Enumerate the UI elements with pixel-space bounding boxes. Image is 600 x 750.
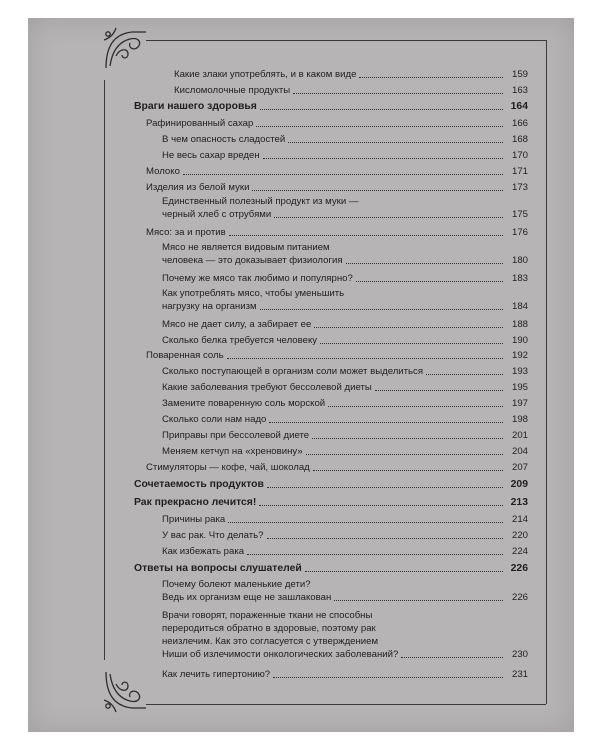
toc-entry[interactable]: Сколько соли нам надо 198 xyxy=(162,414,528,425)
toc-entry[interactable]: Меняем кетчуп на «хреновину» 204 xyxy=(162,446,528,457)
toc-entry[interactable]: Сколько белка требуется человеку 190 xyxy=(162,335,528,346)
toc-entry[interactable]: Рафинированный сахар 166 xyxy=(146,118,528,129)
toc-section[interactable]: Рак прекрасно лечится! 213 xyxy=(134,497,528,508)
toc-entry[interactable]: В чем опасность сладостей 168 xyxy=(162,134,528,145)
toc-entry[interactable]: Кисломолочные продукты 163 xyxy=(174,85,528,96)
toc-entry[interactable]: Какие заболевания требуют бессолевой диеты 195 xyxy=(162,382,528,393)
table-of-contents xyxy=(28,18,574,732)
toc-entry[interactable]: Мясо: за и против 176 xyxy=(146,227,528,238)
toc-entry[interactable]: Как лечить гипертонию? 231 xyxy=(162,669,528,680)
toc-entry[interactable]: Молоко 171 xyxy=(146,166,528,177)
toc-entry[interactable]: Поваренная соль 192 xyxy=(146,350,528,361)
toc-entry[interactable]: Не весь сахар вреден 170 xyxy=(162,150,528,161)
toc-section[interactable]: Ответы на вопросы слушателей 226 xyxy=(134,563,528,574)
toc-entry[interactable]: Изделия из белой муки 173 xyxy=(146,182,528,193)
toc-entry[interactable]: Замените поваренную соль морской 197 xyxy=(162,398,528,409)
toc-entry[interactable]: У вас рак. Что делать? 220 xyxy=(162,530,528,541)
toc-entry[interactable]: Приправы при бессолевой диете 201 xyxy=(162,430,528,441)
book-page xyxy=(28,18,574,732)
toc-section[interactable]: Сочетаемость продуктов 209 xyxy=(134,479,528,490)
toc-entry[interactable]: Как избежать рака 224 xyxy=(162,546,528,557)
toc-entry[interactable]: Как употреблять мясо, чтобы уменьшить нагрузку на организм 184 xyxy=(162,288,528,312)
toc-entry[interactable]: Почему болеют маленькие дети? Ведь их организм еще не зашлакован 226 xyxy=(162,579,528,603)
toc-entry[interactable]: Единственный полезный продукт из муки — черный хлеб с отрубями 175 xyxy=(162,196,528,220)
toc-entry[interactable]: Сколько поступающей в организм соли может выделиться 193 xyxy=(162,366,528,377)
toc-entry[interactable]: Стимуляторы — кофе, чай, шоколад 207 xyxy=(146,462,528,473)
toc-entry[interactable]: Мясо не является видовым питанием человека — это доказывает физиология 180 xyxy=(162,242,528,266)
toc-section[interactable]: Враги нашего здоровья 164 xyxy=(134,101,528,112)
toc-entry[interactable]: Какие злаки употреблять, и в каком виде 159 xyxy=(174,69,528,80)
toc-entry[interactable]: Мясо не дает силу, а забирает ее 188 xyxy=(162,319,528,330)
toc-entry[interactable]: Врачи говорят, пораженные ткани не способны переродиться обратно в здоровые, поэтому рак неизлечим. Как это согласуется с утверждением Ниши об излечимости онкологических заболеваний? 230 xyxy=(162,610,528,660)
toc-entry[interactable]: Причины рака 214 xyxy=(162,514,528,525)
toc-entry[interactable]: Почему же мясо так любимо и популярно? 183 xyxy=(162,273,528,284)
